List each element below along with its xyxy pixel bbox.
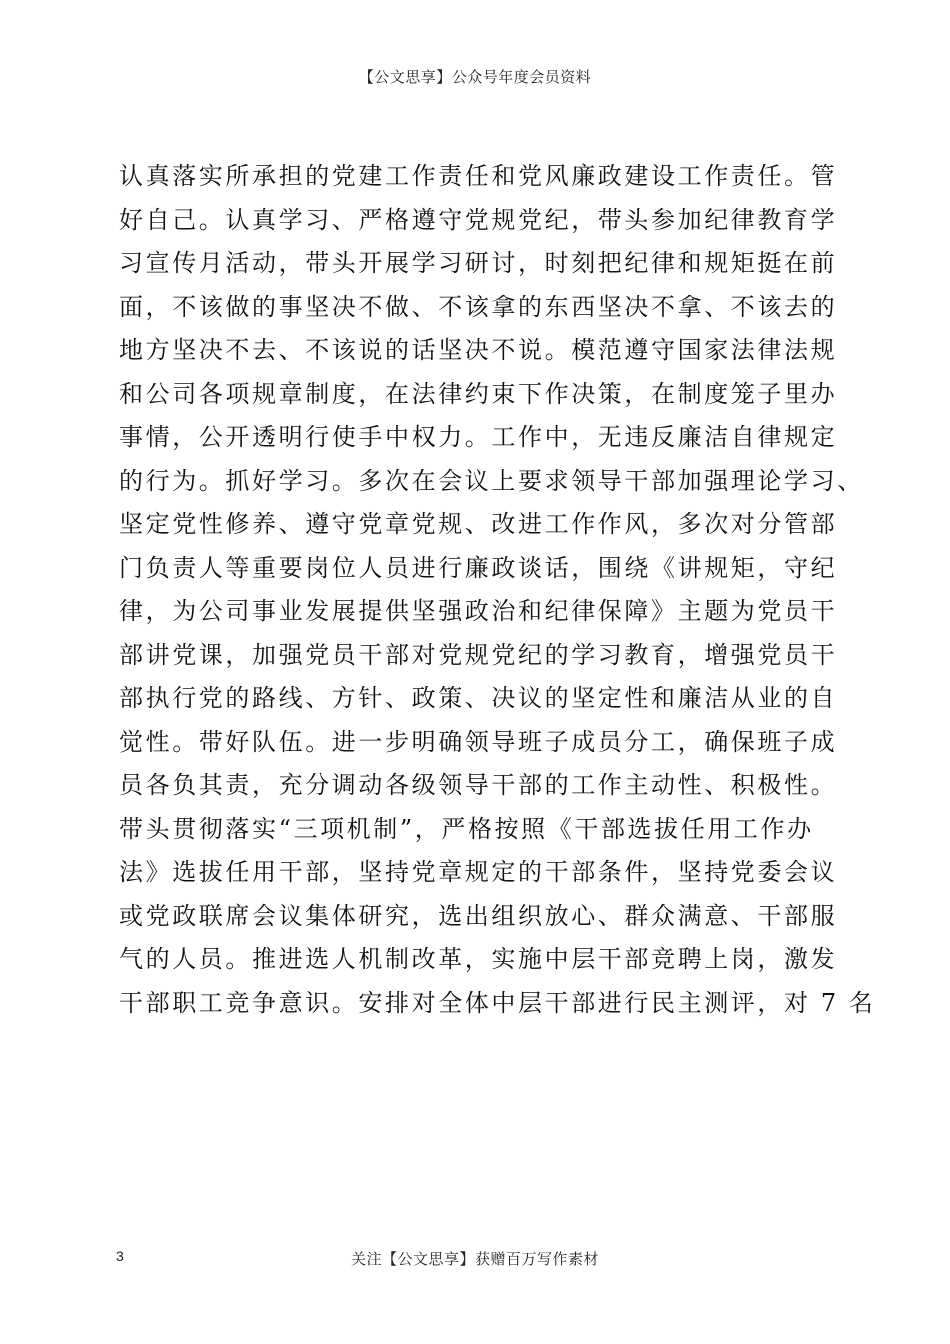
body-line: 带头贯彻落实“三项机制”，严格按照《干部选拔任用工作办 bbox=[119, 814, 814, 843]
body-line: 干部职工竞争意识。安排对全体中层干部进行民主测评，对 7 名 bbox=[119, 988, 876, 1017]
body-line: 好自己。认真学习、严格遵守党规党纪，带头参加纪律教育学 bbox=[119, 205, 838, 234]
body-line: 觉性。带好队伍。进一步明确领导班子成员分工，确保班子成 bbox=[119, 727, 838, 756]
body-line: 面，不该做的事坚决不做、不该拿的东西坚决不拿、不该去的 bbox=[119, 292, 838, 321]
body-line: 和公司各项规章制度，在法律约束下作决策，在制度笼子里办 bbox=[119, 379, 838, 408]
page-header: 【公文思享】公众号年度会员资料 bbox=[358, 68, 592, 86]
body-line: 认真落实所承担的党建工作责任和党风廉政建设工作责任。管 bbox=[119, 162, 838, 190]
body-line: 部执行党的路线、方针、政策、决议的坚定性和廉洁从业的自 bbox=[119, 684, 838, 712]
body-line: 气的人员。推进选人机制改革，实施中层干部竞聘上岗，激发 bbox=[119, 945, 838, 973]
body-line: 的行为。抓好学习。多次在会议上要求领导干部加强理论学习、 bbox=[119, 466, 864, 495]
body-line: 习宣传月活动，带头开展学习研讨，时刻把纪律和规矩挺在前 bbox=[119, 249, 838, 277]
page-number: 3 bbox=[116, 1248, 124, 1264]
body-line: 或党政联席会议集体研究，选出组织放心、群众满意、干部服 bbox=[119, 901, 838, 930]
body-line: 事情，公开透明行使手中权力。工作中，无违反廉洁自律规定 bbox=[119, 423, 838, 451]
body-line: 员各负其责，充分调动各级领导干部的工作主动性、积极性。 bbox=[119, 771, 838, 799]
body-line: 地方坚决不去、不该说的话坚决不说。模范遵守国家法律法规 bbox=[119, 336, 838, 364]
document-body bbox=[119, 155, 876, 1025]
footer-text: 关注【公文思享】获赠百万写作素材 bbox=[350, 1250, 599, 1268]
body-line: 法》选拔任用干部，坚持党章规定的干部条件，坚持党委会议 bbox=[119, 858, 838, 886]
body-line: 部讲党课，加强党员干部对党规党纪的学习教育，增强党员干 bbox=[119, 640, 838, 669]
body-line: 坚定党性修养、遵守党章党规、改进工作作风，多次对分管部 bbox=[119, 510, 838, 538]
body-line: 律，为公司事业发展提供坚强政治和纪律保障》主题为党员干 bbox=[119, 597, 838, 625]
body-line: 门负责人等重要岗位人员进行廉政谈话，围绕《讲规矩，守纪 bbox=[119, 553, 838, 582]
